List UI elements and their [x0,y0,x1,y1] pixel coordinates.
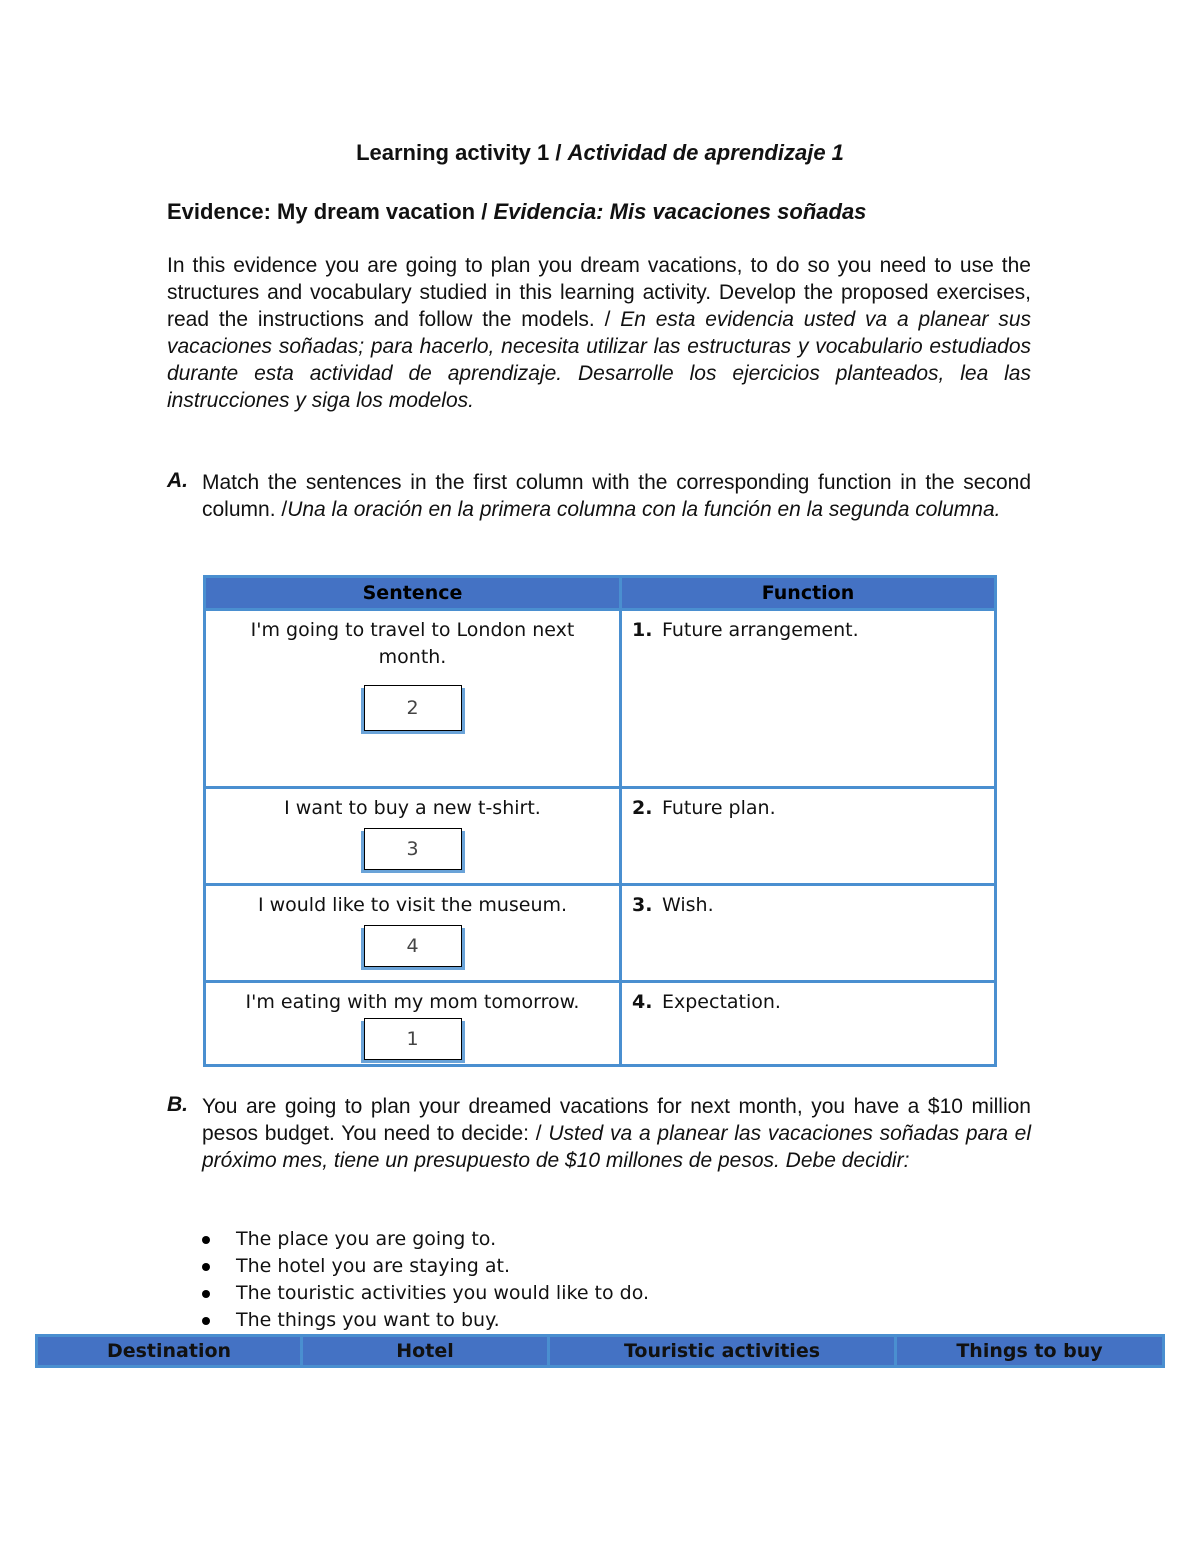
table-row [205,982,996,1066]
plan-table [35,1334,1165,1368]
destination-header: Destination [37,1336,302,1367]
hotel-header: Hotel [302,1336,549,1367]
intro-spanish: En esta evidencia usted va a planear sus vacaciones soñadas; para hacerlo, necesita utilizar las estructuras y vocabulario estudiados durante esta actividad de aprendizaje. Desarrolle los ejercicios planteados, lea las instrucciones y siga los modelos. [167,308,1031,412]
section-b-english: You are going to plan your dreamed vacations for next month, you have a $10 million pesos budget. You need to decide: / [202,1095,1031,1145]
section-b-instructions [202,1093,1031,1174]
title-english: Learning activity 1 / [356,140,568,165]
sentence-text: I want to buy a new t-shirt. [284,797,541,819]
bullet-icon [202,1236,210,1244]
function-number: 2. [632,797,653,819]
section-b-spanish: Usted va a planear las vacaciones soñadas para el próximo mes, tiene un presupuesto de $10 millones de pesos. Debe decidir: [202,1122,1031,1172]
list-item-text: The hotel you are staying at. [236,1255,511,1277]
sentence-cell [205,610,621,788]
decision-list [200,1226,649,1334]
function-text: Future arrangement. [662,619,859,641]
sentence-cell [205,788,621,885]
list-item-text: The place you are going to. [236,1228,497,1250]
list-item [200,1280,649,1307]
intro-paragraph [167,252,1031,414]
function-cell [621,610,996,788]
answer-box[interactable]: 1 [364,1018,462,1060]
function-number: 1. [632,619,653,641]
evidence-heading [167,199,866,225]
sentence-text: I'm going to travel to London next month. [250,619,575,668]
matching-table-header [205,577,996,610]
bullet-icon [202,1263,210,1271]
section-b-letter: B. [167,1093,188,1116]
function-number: 4. [632,991,653,1013]
table-row [205,885,996,982]
list-item-text: The things you want to buy. [236,1309,500,1331]
touristic-activities-header: Touristic activities [549,1336,896,1367]
section-a-spanish: Una la oración en la primera columna con la función en la segunda columna. [287,498,1001,521]
function-text: Wish. [662,894,714,916]
sentence-cell [205,885,621,982]
plan-table-header [37,1336,1164,1367]
list-item-text: The touristic activities you would like to do. [236,1282,650,1304]
function-header: Function [621,577,996,610]
function-cell [621,885,996,982]
title-spanish: Actividad de aprendizaje 1 [567,140,844,165]
page-title [0,140,1200,166]
answer-box[interactable]: 4 [364,925,462,967]
sentence-cell [205,982,621,1066]
section-a-letter: A. [167,469,188,492]
function-number: 3. [632,894,653,916]
intro-english: In this evidence you are going to plan you dream vacations, to do so you need to use the structures and vocabulary studied in this learning activity. Develop the proposed exercises, read the instructions and follow the models. / [167,254,1031,331]
evidence-english: Evidence: My dream vacation / [167,199,494,224]
function-cell [621,982,996,1066]
bullet-icon [202,1290,210,1298]
things-to-buy-header: Things to buy [896,1336,1164,1367]
matching-table [203,575,997,1067]
table-row [205,788,996,885]
function-text: Expectation. [662,991,781,1013]
sentence-text: I'm eating with my mom tomorrow. [245,991,580,1013]
function-cell [621,788,996,885]
section-a-english: Match the sentences in the first column with the corresponding function in the second column. / [202,471,1031,521]
answer-box[interactable]: 3 [364,828,462,870]
evidence-spanish: Evidencia: Mis vacaciones soñadas [493,199,867,224]
bullet-icon [202,1317,210,1325]
section-a-instructions [202,469,1031,523]
list-item [200,1307,649,1334]
function-text: Future plan. [662,797,776,819]
list-item [200,1253,649,1280]
table-row [205,610,996,788]
sentence-header: Sentence [205,577,621,610]
sentence-text: I would like to visit the museum. [257,894,568,916]
list-item [200,1226,649,1253]
answer-box[interactable]: 2 [364,685,462,731]
